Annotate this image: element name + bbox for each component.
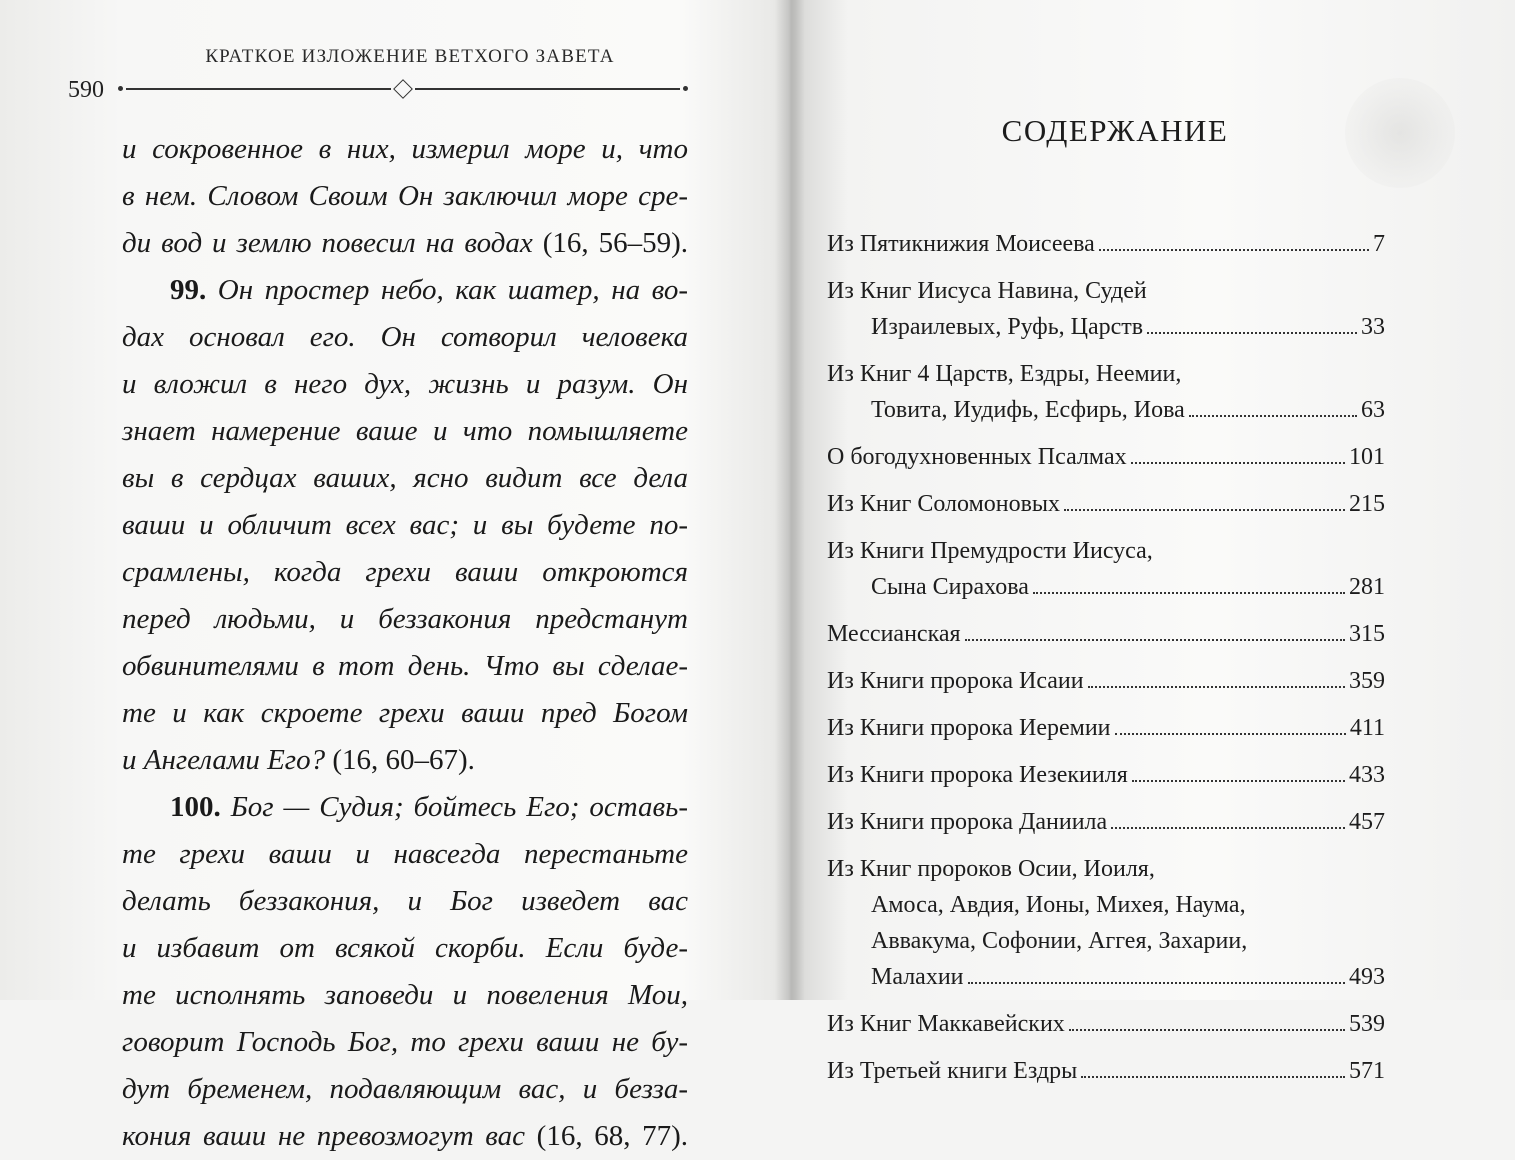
rule-line-right — [415, 88, 680, 90]
text-line: и сокровенное в них, измерил море и, что — [122, 133, 688, 165]
toc-entry[interactable] — [827, 1053, 1385, 1089]
toc-entry[interactable] — [827, 273, 1385, 345]
text-line: срамлены, когда грехи ваши откроются — [122, 556, 688, 588]
toc-row — [827, 486, 1385, 522]
book-gutter — [775, 0, 805, 1000]
toc-row — [827, 851, 1385, 887]
toc-page-number: 493 — [1349, 964, 1385, 990]
toc-page-number: 411 — [1349, 715, 1385, 741]
text-line-body: Бог — Судия; бойтесь Его; оставь- — [230, 791, 688, 823]
text-line — [122, 1113, 688, 1160]
text-line — [122, 220, 688, 267]
toc-row — [827, 392, 1385, 428]
text-line: знает намерение ваше и что помышляете — [122, 415, 688, 447]
toc-row — [827, 569, 1385, 605]
dot-leader — [1088, 686, 1345, 688]
toc-row — [827, 710, 1385, 746]
toc-row — [827, 923, 1385, 959]
toc-page-number: 359 — [1349, 668, 1385, 694]
toc-page-number: 457 — [1349, 809, 1385, 835]
toc-entry[interactable] — [827, 710, 1385, 746]
toc-entry-title: Из Книги пророка Иеремии — [827, 715, 1111, 741]
page-number: 590 — [68, 77, 104, 103]
toc-row — [827, 226, 1385, 262]
body-text — [122, 126, 688, 1160]
toc-entry-title: Аввакума, Софонии, Аггея, Захарии, — [871, 928, 1248, 954]
toc-row — [827, 533, 1385, 569]
dot-leader — [1064, 509, 1345, 511]
toc-row — [827, 439, 1385, 475]
toc-entry-title: Из Книг Соломоновых — [827, 491, 1061, 517]
toc-entry[interactable] — [827, 1006, 1385, 1042]
toc-entry-title: Сына Сирахова — [871, 574, 1029, 600]
text-line: те и как скроете грехи ваши пред Богом — [122, 697, 688, 729]
text-line: вы в сердцах ваших, ясно видит все дела — [122, 462, 688, 494]
verse-number: 100. — [170, 791, 221, 823]
dot-leader — [1069, 1029, 1345, 1031]
right-page — [805, 0, 1515, 1084]
dot-leader — [1189, 415, 1357, 417]
text-line — [122, 784, 688, 831]
text-line: те грехи ваши и навсегда перестаньте — [122, 838, 688, 870]
dot-leader — [968, 982, 1345, 984]
text-line: делать беззакония, и Бог изведет вас — [122, 885, 688, 917]
text-line: перед людьми, и беззакония предстанут — [122, 603, 688, 635]
text-line: дах основал его. Он сотворил человека — [122, 321, 688, 353]
contents-title: СОДЕРЖАНИЕ — [1001, 113, 1229, 148]
toc-row — [827, 309, 1385, 345]
dot-leader — [1147, 332, 1357, 334]
toc-entry[interactable] — [827, 804, 1385, 840]
toc-page-number: 63 — [1361, 397, 1385, 423]
text-line-body: кония ваши не превозмогут вас — [122, 1120, 526, 1152]
toc-entry-title: Из Книг Иисуса Навина, Судей — [827, 278, 1147, 304]
dot-leader — [1115, 733, 1346, 735]
dot-leader — [1111, 827, 1345, 829]
toc-page-number: 7 — [1373, 231, 1385, 257]
toc-row — [827, 804, 1385, 840]
ornament-rule — [118, 82, 688, 96]
toc-page-number: 215 — [1349, 491, 1385, 517]
toc-entry[interactable] — [827, 356, 1385, 428]
text-line — [122, 267, 688, 314]
toc-entry[interactable] — [827, 851, 1385, 995]
toc-entry-title: О богодухновенных Псалмах — [827, 444, 1127, 470]
toc-entry-title: Из Книг 4 Царств, Ездры, Неемии, — [827, 361, 1182, 387]
verse-reference: (16, 56–59). — [542, 227, 688, 259]
toc-page-number: 571 — [1349, 1058, 1385, 1084]
rule-end-dot — [683, 86, 688, 91]
toc-row — [827, 616, 1385, 652]
toc-page-number: 101 — [1349, 444, 1385, 470]
text-line: в нем. Словом Своим Он заключил море сре- — [122, 180, 688, 212]
toc-entry-title: Амоса, Авдия, Ионы, Михея, Наума, — [871, 892, 1246, 918]
verse-number: 99. — [170, 274, 207, 306]
dot-leader — [1033, 592, 1345, 594]
dot-leader — [1081, 1076, 1345, 1078]
toc-entry-title: Из Книг пророков Осии, Иоиля, — [827, 856, 1155, 882]
diamond-ornament-icon — [393, 79, 413, 99]
dot-leader — [1131, 462, 1345, 464]
verse-reference: (16, 68, 77). — [536, 1120, 688, 1152]
text-line: и вложил в него дух, жизнь и разум. Он — [122, 368, 688, 400]
toc-row — [827, 663, 1385, 699]
toc-entry-title: Из Книги Премудрости Иисуса, — [827, 538, 1153, 564]
toc-entry-title: Из Книги пророка Иезекииля — [827, 762, 1128, 788]
text-line: обвинителями в тот день. Что вы сделае- — [122, 650, 688, 682]
toc-entry-title: Из Книг Маккавейских — [827, 1011, 1065, 1037]
text-line: ваши и обличит всех вас; и вы будете по- — [122, 509, 688, 541]
show-through-badge — [1345, 78, 1455, 188]
toc-entry-title: Израилевых, Руфь, Царств — [871, 314, 1144, 340]
text-line-body: Он простер небо, как шатер, на во- — [217, 274, 688, 306]
toc-page-number: 539 — [1349, 1011, 1385, 1037]
toc-entry-title: Малахии — [871, 964, 964, 990]
toc-entry-title: Товита, Иудифь, Есфирь, Иова — [871, 397, 1185, 423]
table-of-contents — [827, 226, 1385, 1100]
running-head: КРАТКОЕ ИЗЛОЖЕНИЕ ВЕТХОГО ЗАВЕТА — [205, 46, 615, 67]
toc-entry[interactable] — [827, 533, 1385, 605]
toc-entry[interactable] — [827, 439, 1385, 475]
text-line: и избавит от всякой скорби. Если буде- — [122, 932, 688, 964]
text-line-body: и Ангелами Его? — [122, 744, 326, 776]
text-line: дут бременем, подавляющим вас, и безза- — [122, 1073, 688, 1105]
text-line-body: ди вод и землю повесил на водах — [122, 227, 533, 259]
toc-page-number: 433 — [1349, 762, 1385, 788]
toc-entry[interactable] — [827, 486, 1385, 522]
text-line — [122, 737, 688, 784]
toc-entry-title: Из Книги пророка Даниила — [827, 809, 1108, 835]
toc-entry-title: Мессианская — [827, 621, 961, 647]
toc-entry-title: Из Книги пророка Исаии — [827, 668, 1084, 694]
dot-leader — [1132, 780, 1345, 782]
toc-row — [827, 273, 1385, 309]
toc-page-number: 33 — [1361, 314, 1385, 340]
toc-entry[interactable] — [827, 663, 1385, 699]
rule-line-left — [126, 88, 391, 90]
dot-leader — [965, 639, 1345, 641]
toc-entry[interactable] — [827, 757, 1385, 793]
verse-reference: (16, 60–67). — [332, 744, 475, 776]
toc-entry-title: Из Пятикнижия Моисеева — [827, 231, 1095, 257]
text-line: те исполнять заповеди и повеления Мои, — [122, 979, 688, 1011]
toc-row — [827, 1006, 1385, 1042]
text-line: говорит Господь Бог, то грехи ваши не бу- — [122, 1026, 688, 1058]
toc-row — [827, 356, 1385, 392]
toc-row — [827, 757, 1385, 793]
toc-entry[interactable] — [827, 226, 1385, 262]
rule-end-dot — [118, 86, 123, 91]
dot-leader — [1099, 249, 1369, 251]
toc-page-number: 281 — [1349, 574, 1385, 600]
toc-row — [827, 887, 1385, 923]
toc-row — [827, 1053, 1385, 1089]
toc-row — [827, 959, 1385, 995]
toc-entry-title: Из Третьей книги Ездры — [827, 1058, 1078, 1084]
toc-page-number: 315 — [1349, 621, 1385, 647]
toc-entry[interactable] — [827, 616, 1385, 652]
